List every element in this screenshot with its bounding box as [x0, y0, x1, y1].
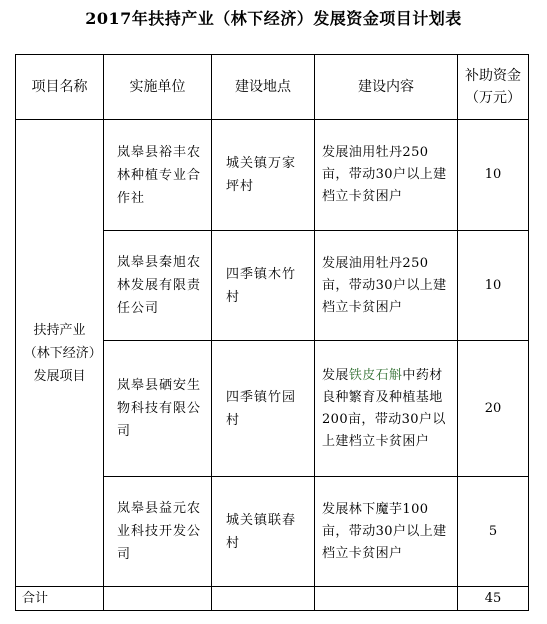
empty-cell	[212, 587, 315, 611]
content-highlight: 铁皮石斛	[348, 367, 403, 383]
header-unit: 实施单位	[104, 55, 212, 120]
total-label: 合计	[16, 587, 104, 611]
total-row	[16, 587, 529, 611]
content-cell: 发展油用牡丹250亩，带动30户以上建档立卡贫困户	[315, 231, 458, 341]
empty-cell	[315, 587, 458, 611]
content-suffix: 中药材良种繁育及种植基地200亩，带动30户以上建档立卡贫困户	[322, 367, 446, 449]
amount-cell: 5	[458, 477, 529, 587]
location-cell: 四季镇木竹村	[212, 231, 315, 341]
project-name-cell: 扶持产业（林下经济）发展项目	[16, 120, 104, 587]
amount-cell: 20	[458, 341, 529, 477]
header-content: 建设内容	[315, 55, 458, 120]
page-title: 2017年扶持产业（林下经济）发展资金项目计划表	[85, 9, 462, 28]
table-header-row	[16, 55, 529, 120]
amount-cell: 10	[458, 231, 529, 341]
location-cell: 四季镇竹园村	[212, 341, 315, 477]
header-location: 建设地点	[212, 55, 315, 120]
header-project-name: 项目名称	[16, 55, 104, 120]
table-row	[16, 120, 529, 231]
header-subsidy: 补助资金（万元）	[458, 55, 529, 120]
location-cell: 城关镇联春村	[212, 477, 315, 587]
unit-cell: 岚皋县裕丰农林种植专业合作社	[104, 120, 212, 231]
content-prefix: 发展	[322, 367, 349, 383]
unit-cell: 岚皋县秦旭农林发展有限责任公司	[104, 231, 212, 341]
total-amount: 45	[458, 587, 529, 611]
location-cell: 城关镇万家坪村	[212, 120, 315, 231]
amount-cell: 10	[458, 120, 529, 231]
unit-cell: 岚皋县硒安生物科技有限公司	[104, 341, 212, 477]
plan-table	[15, 54, 529, 611]
content-cell: 发展林下魔芋100亩，带动30户以上建档立卡贫困户	[315, 477, 458, 587]
content-cell	[315, 341, 458, 477]
empty-cell	[104, 587, 212, 611]
unit-cell: 岚皋县益元农业科技开发公司	[104, 477, 212, 587]
content-cell: 发展油用牡丹250亩，带动30户以上建档立卡贫困户	[315, 120, 458, 231]
